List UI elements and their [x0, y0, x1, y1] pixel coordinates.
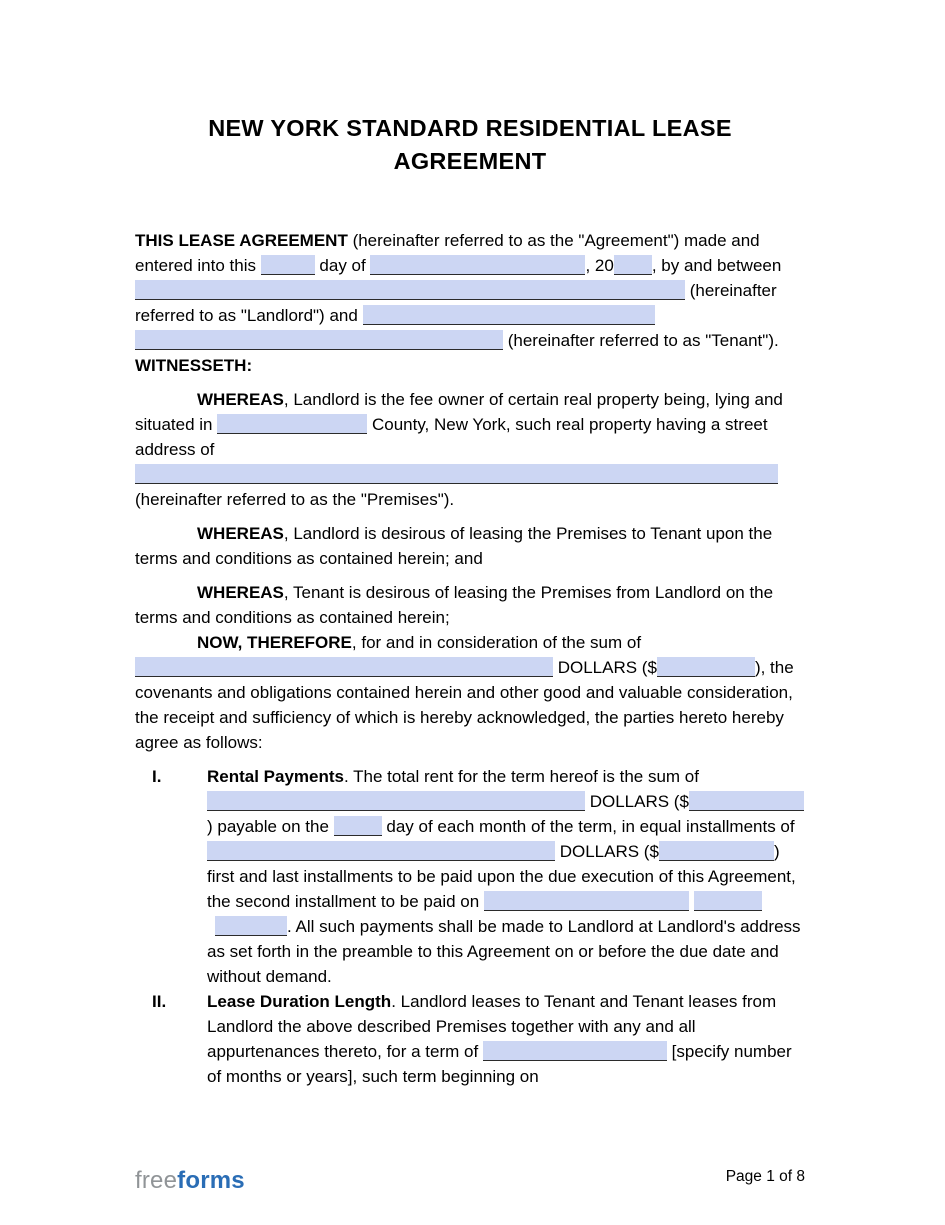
- text-run: day of each month of the term, in equal installments of: [381, 817, 795, 836]
- item-marker-1: I.: [152, 767, 162, 786]
- list-item-lease-duration: [135, 989, 805, 1089]
- blank-total-rent-amount[interactable]: [689, 791, 804, 811]
- title-line-1: NEW YORK STANDARD RESIDENTIAL LEASE: [208, 115, 732, 141]
- page-number: Page 1 of 8: [725, 1168, 805, 1185]
- text-run: . All such payments shall be made to Landlord at Landlord's address as set forth in the preamble to this Agreement on or before the due date and without demand.: [207, 917, 801, 986]
- blank-consideration-sum-amount[interactable]: [657, 657, 755, 677]
- text-run: , Landlord is the fee owner of certain real property being, lying and situated in: [135, 390, 783, 434]
- blank-tenant-name[interactable]: [363, 305, 655, 325]
- blank-tenant-name-cont[interactable]: [135, 330, 503, 350]
- blank-second-installment-date-3[interactable]: [215, 916, 287, 936]
- blank-day-of-month[interactable]: [261, 255, 315, 275]
- text-run: [specify number of months or years], such term beginning on: [207, 1042, 792, 1086]
- text-run: , for and in consideration of the sum of: [351, 633, 642, 652]
- whereas-property-paragraph: [135, 387, 805, 512]
- now-therefore-paragraph: [135, 630, 805, 755]
- witnesseth-heading: WITNESSETH:: [135, 356, 253, 375]
- text-run: ), the covenants and obligations contained herein and other good and valuable consideration, the receipt and sufficiency of which is hereby acknowledged, the parties hereto hereby agree as follows:: [135, 658, 794, 752]
- whereas-bold: WHEREAS: [197, 524, 284, 543]
- whereas-bold: WHEREAS: [197, 390, 284, 409]
- text-run: day of: [314, 256, 371, 275]
- blank-street-address[interactable]: [135, 464, 778, 484]
- item-marker-2: II.: [152, 992, 167, 1011]
- freeforms-logo: [135, 1168, 245, 1193]
- list-item-rental-payments: [135, 764, 805, 989]
- text-run: (hereinafter referred to as the "Premises").: [135, 490, 455, 509]
- text-run: DOLLARS ($: [555, 842, 659, 861]
- now-therefore-bold: NOW, THEREFORE: [197, 633, 352, 652]
- blank-lease-term[interactable]: [483, 1041, 667, 1061]
- blank-second-installment-date-2[interactable]: [694, 891, 762, 911]
- page-footer: [135, 1164, 805, 1193]
- lease-duration-bold: Lease Duration Length: [207, 992, 392, 1011]
- text-run: County, New York, such real property having a street address of: [135, 415, 768, 459]
- text-run: (hereinafter referred to as "Landlord") and: [135, 281, 777, 325]
- document-body: [135, 228, 805, 1089]
- text-run: ) first and last installments to be paid upon the due execution of this Agreement, the second installment to be paid on: [207, 842, 796, 911]
- whereas-landlord-paragraph: [135, 521, 805, 571]
- text-run: DOLLARS ($: [553, 658, 657, 677]
- text-run: (hereinafter referred to as "Tenant").: [503, 331, 779, 350]
- blank-county[interactable]: [217, 414, 367, 434]
- blank-year[interactable]: [614, 255, 652, 275]
- text-run: ) payable on the: [207, 817, 334, 836]
- text-run: . The total rent for the term hereof is the sum of: [344, 767, 699, 786]
- rental-payments-bold: Rental Payments: [207, 767, 344, 786]
- blank-consideration-sum-words[interactable]: [135, 657, 553, 677]
- blank-second-installment-date-1[interactable]: [484, 891, 689, 911]
- whereas-tenant-paragraph: [135, 580, 805, 630]
- lease-agreement-bold: THIS LEASE AGREEMENT: [135, 231, 348, 250]
- lease-duration-text: [207, 989, 805, 1089]
- blank-landlord-name[interactable]: [135, 280, 685, 300]
- text-run: . Landlord leases to Tenant and Tenant leases from Landlord the above described Premises together with any and all appurtenances thereto, for a term of: [207, 992, 777, 1061]
- intro-paragraph: [135, 228, 805, 353]
- blank-month[interactable]: [370, 255, 585, 275]
- brand-forms-text: forms: [177, 1167, 245, 1194]
- rental-payments-text: [207, 764, 805, 989]
- blank-installment-amount[interactable]: [659, 841, 774, 861]
- title-line-2: AGREEMENT: [393, 148, 547, 174]
- document-title: [135, 112, 805, 178]
- brand-free-text: free: [135, 1167, 178, 1194]
- text-run: , by and between: [651, 256, 782, 275]
- blank-payment-day[interactable]: [334, 816, 382, 836]
- text-run: , Landlord is desirous of leasing the Premises to Tenant upon the terms and conditions as contained herein; and: [135, 524, 773, 568]
- text-run: DOLLARS ($: [585, 792, 689, 811]
- text-run: , 20: [585, 256, 614, 275]
- text-run: (hereinafter referred to as the "Agreement") made and entered into this: [135, 231, 760, 275]
- whereas-bold: WHEREAS: [197, 583, 284, 602]
- blank-total-rent-words[interactable]: [207, 791, 585, 811]
- blank-installment-words[interactable]: [207, 841, 555, 861]
- text-run: , Tenant is desirous of leasing the Premises from Landlord on the terms and conditions as contained herein;: [135, 583, 774, 627]
